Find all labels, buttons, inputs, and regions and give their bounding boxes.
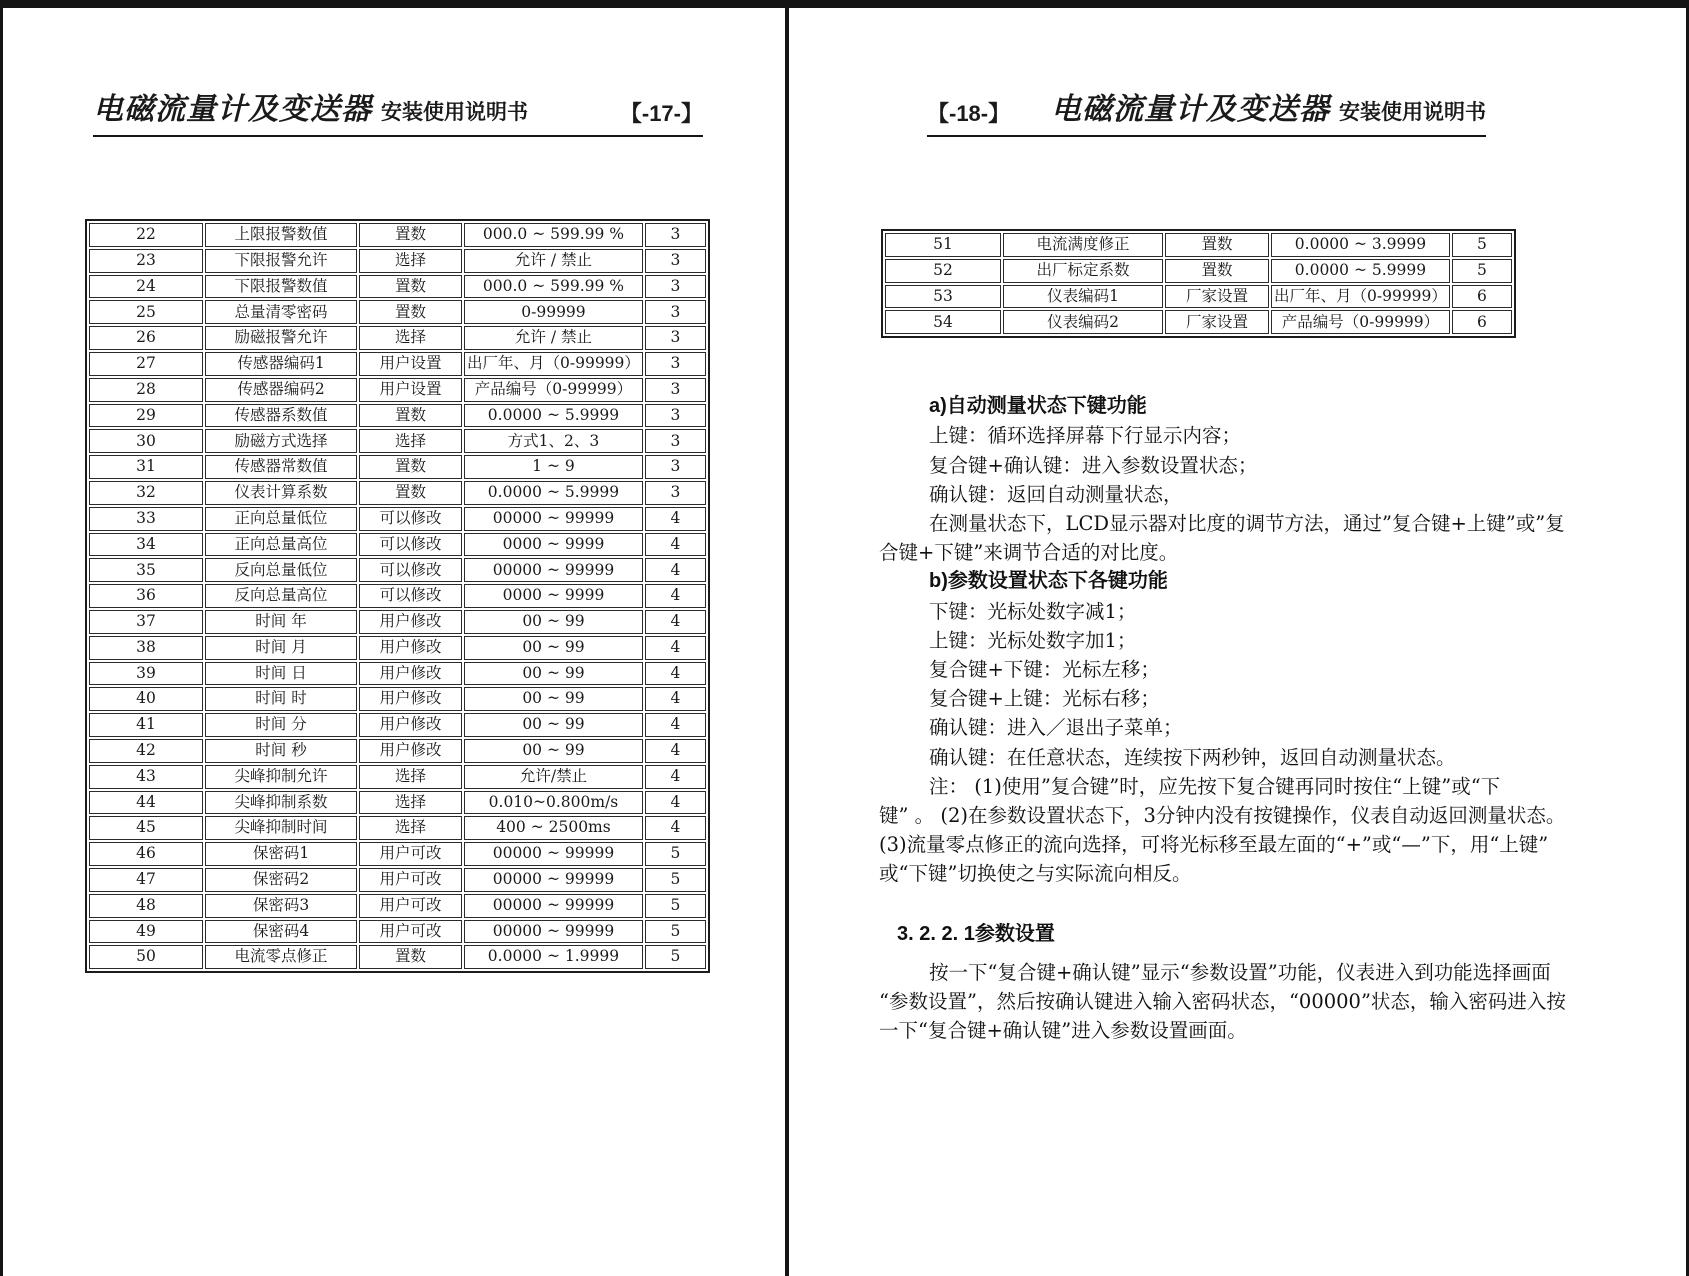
table-cell: 置数 xyxy=(359,404,462,428)
page-18 xyxy=(789,8,1686,1276)
table-cell: 5 xyxy=(645,945,706,969)
table-cell: 3 xyxy=(645,249,706,273)
table-cell: 00 ~ 99 xyxy=(464,713,643,737)
text-line: 复合键+下键：光标左移； xyxy=(929,658,1160,682)
table-row xyxy=(89,868,706,892)
text-line: (3)流量零点修正的流向选择，可将光标移至最左面的“+”或“—”下，用“上键” xyxy=(879,833,1549,857)
table-cell: 5 xyxy=(645,868,706,892)
table-cell: 用户可改 xyxy=(359,920,462,944)
table-cell: 22 xyxy=(89,223,203,247)
table-cell: 产品编号（0-99999） xyxy=(464,378,643,402)
parameter-table-51-54 xyxy=(881,229,1516,338)
table-cell: 6 xyxy=(1452,310,1512,334)
table-cell: 尖峰抑制时间 xyxy=(205,816,357,840)
manual-subtitle: 安装使用说明书 xyxy=(1339,101,1486,124)
table-cell: 用户修改 xyxy=(359,713,462,737)
table-cell: 0.0000 ~ 1.9999 xyxy=(464,945,643,969)
table-cell: 选择 xyxy=(359,326,462,350)
table-row xyxy=(89,842,706,866)
table-cell: 用户设置 xyxy=(359,352,462,376)
table-cell: 传感器编码2 xyxy=(205,378,357,402)
table-row xyxy=(89,765,706,789)
table-cell: 用户可改 xyxy=(359,894,462,918)
table-cell: 用户可改 xyxy=(359,868,462,892)
table-cell: 4 xyxy=(645,507,706,531)
table-cell: 允许 / 禁止 xyxy=(464,249,643,273)
table-cell: 正向总量高位 xyxy=(205,533,357,557)
table-row xyxy=(89,662,706,686)
table-cell: 45 xyxy=(89,816,203,840)
table-cell: 时间 秒 xyxy=(205,739,357,763)
table-cell: 00 ~ 99 xyxy=(464,739,643,763)
table-cell: 46 xyxy=(89,842,203,866)
table-cell: 5 xyxy=(645,894,706,918)
table-cell: 时间 分 xyxy=(205,713,357,737)
table-cell: 4 xyxy=(645,610,706,634)
table-cell: 置数 xyxy=(1165,233,1269,257)
table-cell: 42 xyxy=(89,739,203,763)
table-cell: 选择 xyxy=(359,765,462,789)
text-line: 按一下“复合键+确认键”显示“参数设置”功能，仪表进入到功能选择画面 xyxy=(929,960,1551,984)
table-row xyxy=(89,326,706,350)
text-line: “参数设置”，然后按确认键进入输入密码状态，“00000”状态，输入密码进入按 xyxy=(879,990,1566,1014)
page-number-marker: 【-17-】 xyxy=(619,101,703,126)
table-cell: 置数 xyxy=(1165,259,1269,283)
table-cell: 置数 xyxy=(359,275,462,299)
table-cell: 6 xyxy=(1452,285,1512,309)
table-cell: 00 ~ 99 xyxy=(464,662,643,686)
table-cell: 允许/禁止 xyxy=(464,765,643,789)
table-cell: 26 xyxy=(89,326,203,350)
text-line: 复合键+上键：光标右移； xyxy=(929,687,1160,711)
scan-top-border xyxy=(0,0,1689,8)
table-cell: 仪表编码1 xyxy=(1003,285,1163,309)
page-18-header xyxy=(927,84,1486,137)
table-cell: 方式1、2、3 xyxy=(464,429,643,453)
table-row xyxy=(885,259,1512,283)
page-17 xyxy=(3,8,785,1276)
table-cell: 保密码1 xyxy=(205,842,357,866)
table-cell: 35 xyxy=(89,558,203,582)
table-cell: 3 xyxy=(645,455,706,479)
table-cell: 选择 xyxy=(359,816,462,840)
manual-title-group xyxy=(93,84,528,128)
table-row xyxy=(885,285,1512,309)
table-cell: 励磁报警允许 xyxy=(205,326,357,350)
text-line: 下键：光标处数字减1； xyxy=(929,599,1137,623)
table-cell: 000.0 ~ 599.99 % xyxy=(464,223,643,247)
table-cell: 传感器编码1 xyxy=(205,352,357,376)
table-cell: 36 xyxy=(89,584,203,608)
table-cell: 可以修改 xyxy=(359,558,462,582)
table-row xyxy=(89,945,706,969)
table-cell: 40 xyxy=(89,687,203,711)
table-row xyxy=(89,894,706,918)
key-functions-text xyxy=(879,392,1566,1045)
table-row xyxy=(89,687,706,711)
table-cell: 4 xyxy=(645,713,706,737)
table-cell: 时间 时 xyxy=(205,687,357,711)
table-row xyxy=(89,507,706,531)
table-row xyxy=(89,300,706,324)
table-cell: 尖峰抑制系数 xyxy=(205,791,357,815)
table-cell: 39 xyxy=(89,662,203,686)
table-cell: 00000 ~ 99999 xyxy=(464,868,643,892)
table-cell: 用户修改 xyxy=(359,610,462,634)
table-cell: 41 xyxy=(89,713,203,737)
table-cell: 33 xyxy=(89,507,203,531)
table-cell: 34 xyxy=(89,533,203,557)
table-cell: 3 xyxy=(645,429,706,453)
table-cell: 3 xyxy=(645,481,706,505)
table-row xyxy=(885,310,1512,334)
table-cell: 48 xyxy=(89,894,203,918)
table-cell: 保密码2 xyxy=(205,868,357,892)
table-cell: 时间 月 xyxy=(205,636,357,660)
table-cell: 厂家设置 xyxy=(1165,285,1269,309)
table-row xyxy=(89,378,706,402)
table-cell: 50 xyxy=(89,945,203,969)
table-cell: 置数 xyxy=(359,945,462,969)
table-cell: 00000 ~ 99999 xyxy=(464,842,643,866)
table-row xyxy=(885,233,1512,257)
table-cell: 用户设置 xyxy=(359,378,462,402)
table-cell: 总量清零密码 xyxy=(205,300,357,324)
table-row xyxy=(89,249,706,273)
section-heading: a)自动测量状态下键功能 xyxy=(929,395,1147,418)
table-row xyxy=(89,920,706,944)
table-cell: 00 ~ 99 xyxy=(464,687,643,711)
table-row xyxy=(89,223,706,247)
text-line: 上键：循环选择屏幕下行显示内容； xyxy=(929,424,1242,448)
table-cell: 3 xyxy=(645,223,706,247)
table-cell: 47 xyxy=(89,868,203,892)
table-row xyxy=(89,352,706,376)
table-cell: 厂家设置 xyxy=(1165,310,1269,334)
table-cell: 上限报警数值 xyxy=(205,223,357,247)
table-cell: 产品编号（0-99999） xyxy=(1271,310,1450,334)
table-cell: 选择 xyxy=(359,429,462,453)
table-cell: 4 xyxy=(645,533,706,557)
table-cell: 反向总量低位 xyxy=(205,558,357,582)
table-cell: 4 xyxy=(645,739,706,763)
table-cell: 出厂年、月（0-99999） xyxy=(1271,285,1450,309)
table-cell: 00000 ~ 99999 xyxy=(464,507,643,531)
manual-subtitle: 安装使用说明书 xyxy=(381,101,528,124)
table-row xyxy=(89,533,706,557)
table-cell: 0000 ~ 9999 xyxy=(464,584,643,608)
table-cell: 23 xyxy=(89,249,203,273)
table-cell: 4 xyxy=(645,558,706,582)
section-heading: b)参数设置状态下各键功能 xyxy=(929,570,1168,593)
table-cell: 0.0000 ~ 5.9999 xyxy=(464,481,643,505)
table-cell: 37 xyxy=(89,610,203,634)
table-cell: 00000 ~ 99999 xyxy=(464,558,643,582)
table-cell: 24 xyxy=(89,275,203,299)
table-cell: 时间 日 xyxy=(205,662,357,686)
text-line: 合键+下键”来调节合适的对比度。 xyxy=(879,541,1179,565)
table-cell: 传感器系数值 xyxy=(205,404,357,428)
table-cell: 电流零点修正 xyxy=(205,945,357,969)
text-line: 一下“复合键+确认键”进入参数设置画面。 xyxy=(879,1019,1247,1043)
table-cell: 4 xyxy=(645,816,706,840)
table-cell: 38 xyxy=(89,636,203,660)
table-cell: 选择 xyxy=(359,249,462,273)
table-cell: 尖峰抑制允许 xyxy=(205,765,357,789)
manual-title-group xyxy=(1051,84,1486,128)
table-cell: 仪表计算系数 xyxy=(205,481,357,505)
table-cell: 00000 ~ 99999 xyxy=(464,894,643,918)
table-cell: 3 xyxy=(645,326,706,350)
table-cell: 31 xyxy=(89,455,203,479)
text-line: 确认键：在任意状态，连续按下两秒钟，返回自动测量状态。 xyxy=(929,745,1456,769)
table-cell: 用户可改 xyxy=(359,842,462,866)
table-cell: 0-99999 xyxy=(464,300,643,324)
table-row xyxy=(89,713,706,737)
table-cell: 5 xyxy=(645,842,706,866)
table-cell: 49 xyxy=(89,920,203,944)
table-cell: 3 xyxy=(645,300,706,324)
text-line: 或“下键”切换使之与实际流向相反。 xyxy=(879,862,1192,886)
table-cell: 用户修改 xyxy=(359,662,462,686)
table-cell: 3 xyxy=(645,275,706,299)
table-row xyxy=(89,275,706,299)
table-cell: 用户修改 xyxy=(359,636,462,660)
table-cell: 30 xyxy=(89,429,203,453)
table-cell: 5 xyxy=(645,920,706,944)
text-line: 上键：光标处数字加1； xyxy=(929,628,1137,652)
table-cell: 32 xyxy=(89,481,203,505)
table-cell: 时间 年 xyxy=(205,610,357,634)
table-cell: 可以修改 xyxy=(359,533,462,557)
table-cell: 00 ~ 99 xyxy=(464,610,643,634)
table-cell: 电流满度修正 xyxy=(1003,233,1163,257)
table-cell: 4 xyxy=(645,687,706,711)
table-cell: 0.0000 ~ 5.9999 xyxy=(464,404,643,428)
table-row xyxy=(89,636,706,660)
table-cell: 4 xyxy=(645,636,706,660)
table-cell: 53 xyxy=(885,285,1001,309)
table-cell: 00000 ~ 99999 xyxy=(464,920,643,944)
table-cell: 54 xyxy=(885,310,1001,334)
manual-title: 电磁流量计及变送器 xyxy=(1051,93,1330,126)
table-cell: 置数 xyxy=(359,481,462,505)
table-cell: 保密码4 xyxy=(205,920,357,944)
table-cell: 下限报警允许 xyxy=(205,249,357,273)
page-17-header xyxy=(93,84,703,137)
table-cell: 用户修改 xyxy=(359,739,462,763)
text-line: 键” 。 (2)在参数设置状态下，3分钟内没有按键操作，仪表自动返回测量状态。 xyxy=(879,804,1566,828)
table-cell: 4 xyxy=(645,662,706,686)
table-cell: 4 xyxy=(645,584,706,608)
table-cell: 传感器常数值 xyxy=(205,455,357,479)
table-row xyxy=(89,481,706,505)
table-cell: 00 ~ 99 xyxy=(464,636,643,660)
table-row xyxy=(89,816,706,840)
table-cell: 52 xyxy=(885,259,1001,283)
table-cell: 29 xyxy=(89,404,203,428)
table-cell: 0.010~0.800m/s xyxy=(464,791,643,815)
manual-title: 电磁流量计及变送器 xyxy=(93,93,372,126)
table-cell: 28 xyxy=(89,378,203,402)
table-cell: 000.0 ~ 599.99 % xyxy=(464,275,643,299)
table-cell: 43 xyxy=(89,765,203,789)
table-cell: 仪表编码2 xyxy=(1003,310,1163,334)
table-row xyxy=(89,455,706,479)
table-cell: 3 xyxy=(645,378,706,402)
table-cell: 400 ~ 2500ms xyxy=(464,816,643,840)
table-row xyxy=(89,610,706,634)
table-row xyxy=(89,584,706,608)
table-cell: 置数 xyxy=(359,300,462,324)
table-cell: 51 xyxy=(885,233,1001,257)
text-line: 在测量状态下，LCD显示器对比度的调节方法，通过”复合键+上键”或”复 xyxy=(929,512,1565,535)
text-line: 复合键+确认键：进入参数设置状态； xyxy=(929,453,1258,477)
table-cell: 25 xyxy=(89,300,203,324)
table-cell: 可以修改 xyxy=(359,584,462,608)
table-cell: 4 xyxy=(645,765,706,789)
table-cell: 3 xyxy=(645,352,706,376)
table-cell: 出厂标定系数 xyxy=(1003,259,1163,283)
parameter-table-22-50 xyxy=(85,219,710,973)
table-cell: 反向总量高位 xyxy=(205,584,357,608)
section-heading: 3. 2. 2. 1参数设置 xyxy=(897,922,1055,945)
table-row xyxy=(89,404,706,428)
table-cell: 允许 / 禁止 xyxy=(464,326,643,350)
text-line: 确认键：进入／退出子菜单； xyxy=(929,716,1183,740)
table-row xyxy=(89,791,706,815)
table-cell: 选择 xyxy=(359,791,462,815)
table-cell: 1 ~ 9 xyxy=(464,455,643,479)
table-cell: 出厂年、月（0-99999） xyxy=(464,352,643,376)
table-cell: 3 xyxy=(645,404,706,428)
page-number-marker: 【-18-】 xyxy=(927,101,1011,126)
table-cell: 保密码3 xyxy=(205,894,357,918)
table-row xyxy=(89,429,706,453)
table-cell: 置数 xyxy=(359,223,462,247)
table-cell: 5 xyxy=(1452,259,1512,283)
text-line: 注： (1)使用”复合键”时，应先按下复合键再同时按住“上键”或“下 xyxy=(929,774,1501,798)
table-cell: 下限报警数值 xyxy=(205,275,357,299)
table-cell: 置数 xyxy=(359,455,462,479)
text-line: 确认键：返回自动测量状态， xyxy=(929,482,1183,506)
table-cell: 44 xyxy=(89,791,203,815)
table-cell: 0.0000 ~ 3.9999 xyxy=(1271,233,1450,257)
table-cell: 励磁方式选择 xyxy=(205,429,357,453)
table-cell: 5 xyxy=(1452,233,1512,257)
table-cell: 0.0000 ~ 5.9999 xyxy=(1271,259,1450,283)
table-cell: 27 xyxy=(89,352,203,376)
table-cell: 4 xyxy=(645,791,706,815)
table-cell: 可以修改 xyxy=(359,507,462,531)
table-row xyxy=(89,558,706,582)
table-row xyxy=(89,739,706,763)
table-cell: 用户修改 xyxy=(359,687,462,711)
table-cell: 正向总量低位 xyxy=(205,507,357,531)
table-cell: 0000 ~ 9999 xyxy=(464,533,643,557)
